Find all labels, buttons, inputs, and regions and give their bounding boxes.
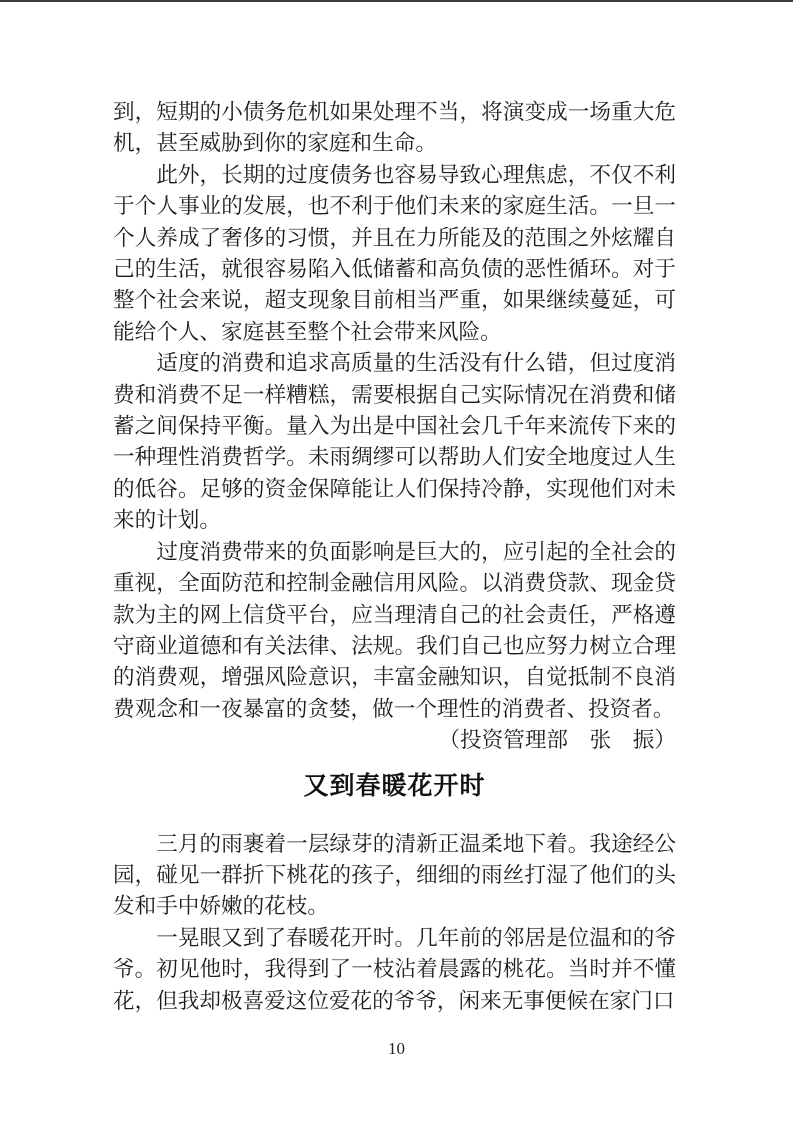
paragraph: 到，短期的小债务危机如果处理不当，将演变成一场重大危机，甚至威胁到你的家庭和生命。: [113, 100, 676, 156]
byline-author: （投资管理部 张 振）: [438, 728, 676, 753]
paragraph: 三月的雨裹着一层绿芽的清新正温柔地下着。我途经公园，碰见一群折下桃花的孩子，细细的雨丝打湿了他们的头发和手中娇嫩的花枝。: [113, 831, 676, 919]
page-number: 10: [388, 1039, 405, 1058]
paragraph: 此外，长期的过度债务也容易导致心理焦虑，不仅不利于个人事业的发展，也不利于他们未来的家庭生活。一旦一个人养成了奢侈的习惯，并且在力所能及的范围之外炫耀自己的生活，就很容易陷入低储蓄和高负债的恶性循环。对于整个社会来说，超支现象目前相当严重，如果继续蔓延，可能给个人、家庭甚至整个社会带来风险。: [113, 162, 676, 344]
paragraph: 一晃眼又到了春暖花开时。几年前的邻居是位温和的爷爷。初见他时，我得到了一枝沾着晨露的桃花。当时并不懂花，但我却极喜爱这位爱花的爷爷，闲来无事便候在家门口: [113, 925, 676, 1013]
article-overspending-conclusion: [113, 97, 676, 757]
article-title: 又到春暖花开时: [303, 771, 486, 800]
paragraph: 过度消费带来的负面影响是巨大的，应引起的全社会的重视，全面防范和控制金融信用风险。以消费贷款、现金贷款为主的网上信贷平台，应当理清自己的社会责任，严格遵守商业道德和有关法律、法规。我们自己也应努力树立合理的消费观，增强风险意识，丰富金融知识，自觉抵制不良消费观念和一夜暴富的贪婪，做一个理性的消费者、投资者。: [113, 539, 676, 721]
paragraph: 适度的消费和追求高质量的生活没有什么错，但过度消费和消费不足一样糟糕，需要根据自己实际情况在消费和储蓄之间保持平衡。量入为出是中国社会几千年来流传下来的一种理性消费哲学。未雨绸缪可以帮助人们安全地度过人生的低谷。足够的资金保障能让人们保持冷静，实现他们对未来的计划。: [113, 351, 676, 533]
page-text-column: [113, 97, 676, 1017]
article-spring-blossom: [113, 769, 676, 1017]
scan-edge-artifact: [0, 0, 793, 2]
